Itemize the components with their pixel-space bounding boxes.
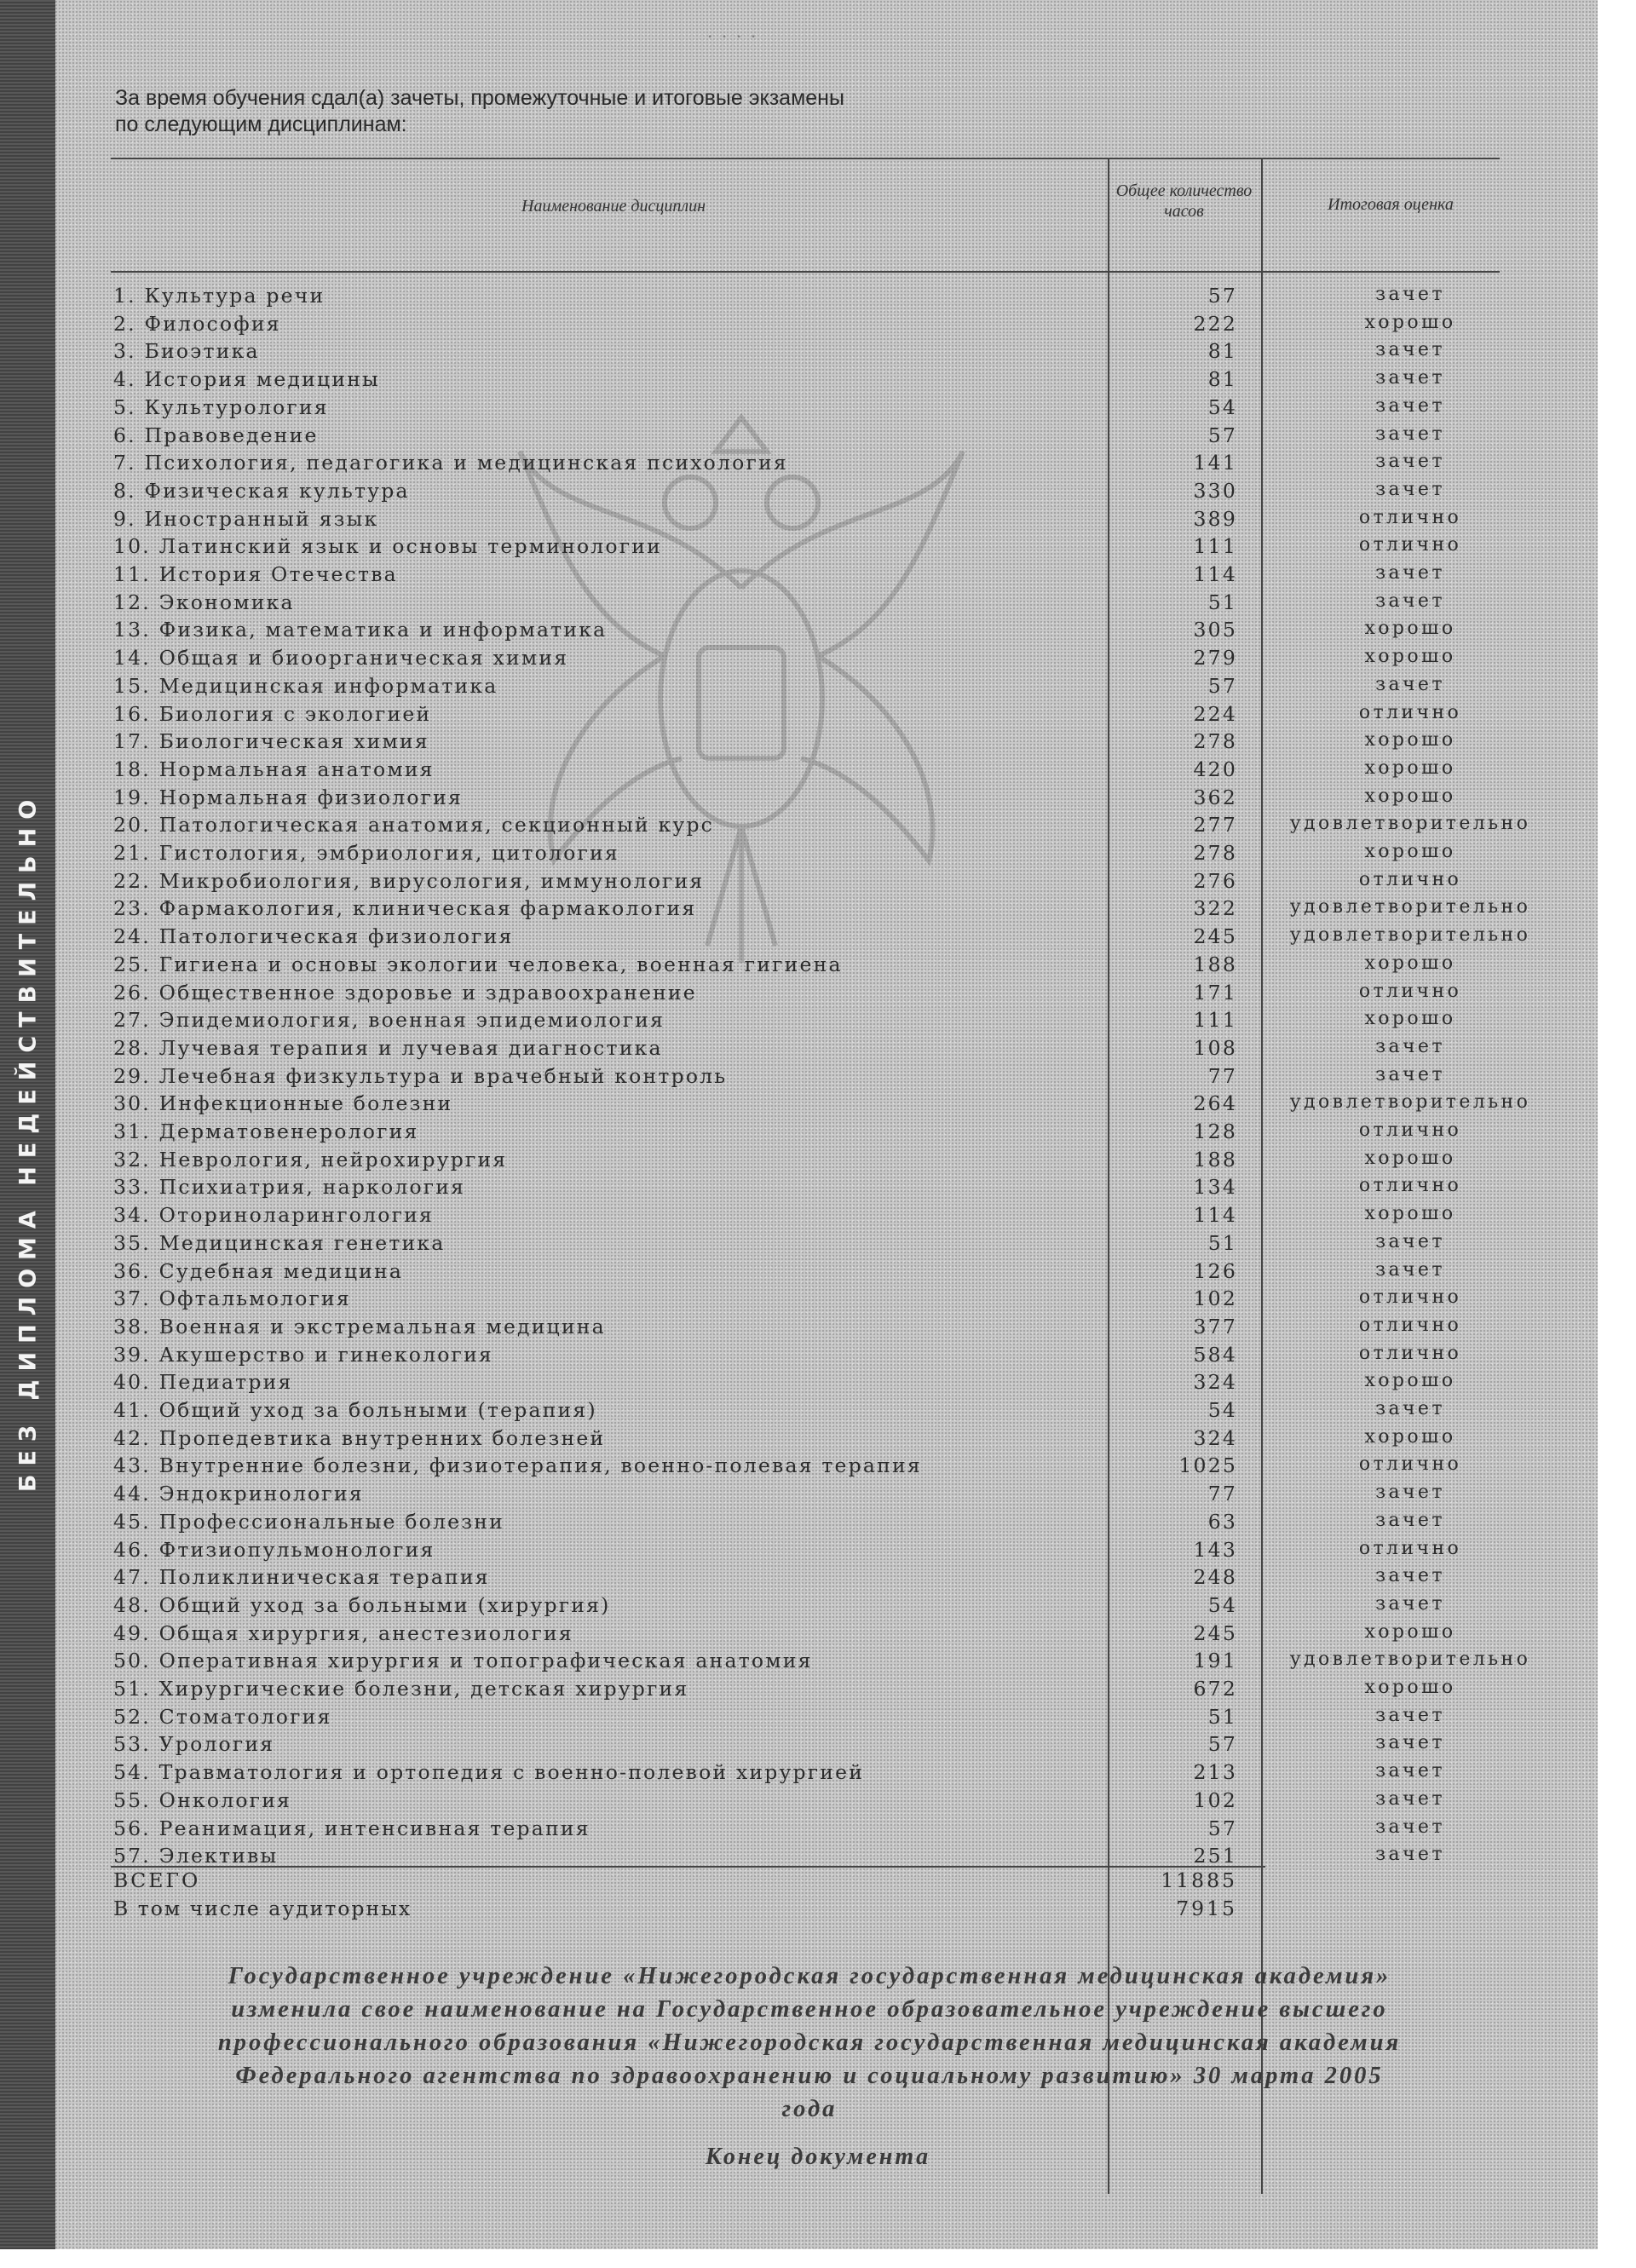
discipline-hours: 322 <box>1193 896 1237 921</box>
discipline-name: 41. Общий уход за больными (терапия) <box>113 1398 597 1422</box>
discipline-hours: 245 <box>1193 1620 1237 1645</box>
discipline-hours: 57 <box>1207 284 1237 308</box>
discipline-name: 38. Военная и экстремальная медицина <box>113 1314 606 1338</box>
header-bottom-rule <box>111 271 1500 273</box>
discipline-name: 2. Философия <box>113 311 281 336</box>
table-row <box>0 1175 1598 1203</box>
discipline-name: 28. Лучевая терапия и лучевая диагностика <box>113 1035 663 1060</box>
discipline-hours: 57 <box>1207 423 1237 447</box>
discipline-name: 10. Латинский язык и основы терминологии <box>113 534 663 559</box>
intro-line-2: по следующим дисциплинам: <box>115 112 407 136</box>
table-row <box>0 1343 1598 1371</box>
discipline-grade: зачет <box>1375 367 1445 389</box>
table-row <box>0 1510 1598 1538</box>
table-row <box>0 1064 1598 1092</box>
discipline-grade: зачет <box>1375 1035 1445 1057</box>
discipline-grade: хорошо <box>1364 757 1456 779</box>
discipline-grade: зачет <box>1375 1230 1445 1252</box>
auditory-label: В том числе аудиторных <box>113 1897 412 1920</box>
discipline-name: 19. Нормальная физиология <box>113 785 464 809</box>
discipline-hours: 126 <box>1193 1258 1237 1283</box>
discipline-name: 3. Биоэтика <box>113 339 260 364</box>
discipline-grade: зачет <box>1375 1760 1445 1782</box>
discipline-name: 45. Профессиональные болезни <box>113 1509 504 1534</box>
table-row <box>0 813 1598 841</box>
table-row <box>0 1677 1598 1705</box>
discipline-name: 39. Акушерство и гинекология <box>113 1342 493 1367</box>
table-row <box>0 1148 1598 1176</box>
discipline-name: 20. Патологическая анатомия, секционный курс <box>113 813 715 838</box>
discipline-name: 40. Педиатрия <box>113 1370 293 1395</box>
discipline-hours: 134 <box>1193 1175 1237 1200</box>
discipline-name: 33. Психиатрия, наркология <box>113 1175 466 1200</box>
discipline-grade: хорошо <box>1364 311 1456 333</box>
discipline-name: 32. Неврология, нейрохирургия <box>113 1147 508 1171</box>
discipline-name: 56. Реанимация, интенсивная терапия <box>113 1816 590 1840</box>
discipline-name: 34. Оториноларингология <box>113 1203 435 1228</box>
discipline-grade: хорошо <box>1364 1008 1456 1030</box>
scan-margin <box>0 2249 1636 2268</box>
discipline-grade: зачет <box>1375 1787 1445 1810</box>
discipline-hours: 213 <box>1193 1760 1237 1785</box>
table-row <box>0 367 1598 395</box>
table-row <box>0 1370 1598 1398</box>
auditory-row <box>0 1897 1598 1925</box>
discipline-name: 24. Патологическая физиология <box>113 924 514 949</box>
discipline-grade: хорошо <box>1364 646 1456 668</box>
discipline-grade: отлично <box>1358 868 1462 890</box>
table-row <box>0 1231 1598 1259</box>
discipline-hours: 248 <box>1193 1565 1237 1590</box>
table-row <box>0 1649 1598 1677</box>
discipline-hours: 114 <box>1193 562 1237 586</box>
discipline-name: 9. Иностранный язык <box>113 506 379 531</box>
discipline-grade: отлично <box>1358 701 1462 723</box>
discipline-hours: 143 <box>1193 1537 1237 1562</box>
table-row <box>0 702 1598 730</box>
table-row <box>0 312 1598 340</box>
discipline-hours: 54 <box>1207 1398 1237 1422</box>
table-row <box>0 479 1598 507</box>
table-row <box>0 1008 1598 1036</box>
discipline-grade: зачет <box>1375 451 1445 473</box>
discipline-grade: зачет <box>1375 673 1445 695</box>
table-row <box>0 646 1598 674</box>
table-row <box>0 1621 1598 1649</box>
discipline-name: 52. Стоматология <box>113 1704 332 1729</box>
discipline-hours: 279 <box>1193 646 1237 671</box>
discipline-name: 1. Культура речи <box>113 284 325 308</box>
discipline-hours: 54 <box>1207 394 1237 419</box>
table-row <box>0 423 1598 452</box>
side-label: БЕЗ ДИПЛОМА НЕДЕЙСТВИТЕЛЬНО <box>14 791 42 1493</box>
table-row <box>0 729 1598 757</box>
discipline-name: 12. Экономика <box>113 590 295 614</box>
discipline-grade: хорошо <box>1364 1370 1456 1392</box>
discipline-name: 29. Лечебная физкультура и врачебный контроль <box>113 1063 728 1088</box>
table-row <box>0 1287 1598 1315</box>
discipline-grade: хорошо <box>1364 1203 1456 1225</box>
discipline-grade: хорошо <box>1364 729 1456 751</box>
table-row <box>0 674 1598 702</box>
discipline-name: 26. Общественное здоровье и здравоохранение <box>113 980 697 1004</box>
discipline-name: 13. Физика, математика и информатика <box>113 618 608 642</box>
discipline-grade: зачет <box>1375 284 1445 305</box>
discipline-hours: 245 <box>1193 924 1237 949</box>
discipline-grade: зачет <box>1375 1509 1445 1531</box>
discipline-name: 57. Элективы <box>113 1844 279 1868</box>
discipline-hours: 276 <box>1193 868 1237 893</box>
header-discipline-name: Наименование дисциплин <box>521 197 706 216</box>
discipline-name: 54. Травматология и ортопедия с военно-полевой хирургией <box>113 1760 865 1785</box>
table-row <box>0 1259 1598 1287</box>
table-row <box>0 1760 1598 1788</box>
discipline-name: 51. Хирургические болезни, детская хирургия <box>113 1677 689 1701</box>
table-row <box>0 869 1598 897</box>
discipline-name: 35. Медицинская генетика <box>113 1230 446 1255</box>
discipline-name: 47. Поликлиническая терапия <box>113 1565 490 1590</box>
discipline-name: 15. Медицинская информатика <box>113 673 498 698</box>
discipline-hours: 51 <box>1207 1704 1237 1729</box>
discipline-name: 55. Онкология <box>113 1787 292 1812</box>
discipline-hours: 111 <box>1193 1008 1237 1033</box>
table-row <box>0 395 1598 423</box>
discipline-grade: зачет <box>1375 1592 1445 1615</box>
table-row <box>0 981 1598 1009</box>
discipline-grade: хорошо <box>1364 1620 1456 1643</box>
discipline-grade: зачет <box>1375 394 1445 417</box>
discipline-grade: отлично <box>1358 1287 1462 1309</box>
auditory-hours: 7915 <box>1176 1897 1237 1920</box>
discipline-hours: 141 <box>1193 451 1237 475</box>
discipline-name: 23. Фармакология, клиническая фармакология <box>113 896 697 921</box>
discipline-hours: 54 <box>1207 1592 1237 1617</box>
discipline-name: 30. Инфекционные болезни <box>113 1091 453 1116</box>
discipline-grade: отлично <box>1358 506 1462 528</box>
discipline-grade: зачет <box>1375 1482 1445 1504</box>
table-row <box>0 1732 1598 1760</box>
discipline-grade: отлично <box>1358 1175 1462 1197</box>
table-row <box>0 590 1598 619</box>
discipline-name: 21. Гистология, эмбриология, цитология <box>113 841 619 865</box>
discipline-name: 8. Физическая культура <box>113 478 410 503</box>
discipline-hours: 389 <box>1193 506 1237 531</box>
discipline-grade: отлично <box>1358 980 1462 1002</box>
table-row <box>0 507 1598 535</box>
discipline-hours: 111 <box>1193 534 1237 559</box>
discipline-hours: 81 <box>1207 339 1237 364</box>
table-row <box>0 618 1598 646</box>
discipline-grade: хорошо <box>1364 785 1456 807</box>
discipline-name: 6. Правоведение <box>113 423 319 447</box>
discipline-grade: зачет <box>1375 339 1445 361</box>
discipline-hours: 51 <box>1207 590 1237 614</box>
table-row <box>0 1398 1598 1426</box>
discipline-hours: 128 <box>1193 1120 1237 1143</box>
discipline-name: 27. Эпидемиология, военная эпидемиология <box>113 1008 665 1033</box>
discipline-grade: хорошо <box>1364 1147 1456 1169</box>
discipline-name: 48. Общий уход за больными (хирургия) <box>113 1592 611 1617</box>
discipline-hours: 188 <box>1193 1147 1237 1171</box>
discipline-name: 4. История медицины <box>113 367 380 392</box>
table-row <box>0 1203 1598 1231</box>
discipline-grade: зачет <box>1375 1565 1445 1587</box>
discipline-hours: 188 <box>1193 952 1237 976</box>
table-row <box>0 1538 1598 1566</box>
discipline-grade: хорошо <box>1364 1677 1456 1698</box>
table-row <box>0 451 1598 479</box>
table-row <box>0 1036 1598 1064</box>
total-hours: 11885 <box>1161 1868 1237 1892</box>
table-row <box>0 924 1598 953</box>
discipline-name: 49. Общая хирургия, анестезиология <box>113 1620 573 1645</box>
discipline-grade: зачет <box>1375 423 1445 445</box>
discipline-grade: зачет <box>1375 590 1445 612</box>
table-row <box>0 1315 1598 1343</box>
discipline-grade: отлично <box>1358 1120 1462 1141</box>
discipline-hours: 57 <box>1207 1816 1237 1840</box>
discipline-hours: 264 <box>1193 1091 1237 1116</box>
discipline-hours: 222 <box>1193 311 1237 336</box>
header-total-hours: Общее количество часов <box>1115 181 1253 221</box>
discipline-name: 16. Биология с экологией <box>113 701 432 726</box>
renaming-note: Государственное учреждение «Нижегородская государственная медицинская академия» изменила свое наименование на Государственное образовательное учреждение высшего профессионального образования «Нижегородская государственная медицинская академия Федерального агентства по здравоохранению и социальному развитию» 30 марта 2005 года <box>217 1963 1402 2122</box>
discipline-hours: 102 <box>1193 1287 1237 1311</box>
discipline-hours: 330 <box>1193 478 1237 503</box>
discipline-hours: 672 <box>1193 1677 1237 1701</box>
intro-line-1: За время обучения сдал(а) зачеты, промежуточные и итоговые экзамены <box>115 86 844 110</box>
discipline-hours: 251 <box>1193 1844 1237 1868</box>
discipline-hours: 278 <box>1193 841 1237 865</box>
discipline-grade: отлично <box>1358 534 1462 556</box>
discipline-name: 11. История Отечества <box>113 562 398 586</box>
discipline-hours: 278 <box>1193 729 1237 754</box>
discipline-name: 46. Фтизиопульмонология <box>113 1537 435 1562</box>
discipline-hours: 420 <box>1193 757 1237 781</box>
discipline-hours: 114 <box>1193 1203 1237 1228</box>
discipline-grade: зачет <box>1375 1704 1445 1726</box>
table-top-rule <box>111 158 1500 159</box>
discipline-name: 36. Судебная медицина <box>113 1258 404 1283</box>
discipline-name: 53. Урология <box>113 1732 275 1757</box>
discipline-name: 43. Внутренние болезни, физиотерапия, военно-полевая терапия <box>113 1453 922 1478</box>
table-row <box>0 1453 1598 1482</box>
discipline-hours: 171 <box>1193 980 1237 1004</box>
table-row <box>0 1120 1598 1148</box>
discipline-name: 18. Нормальная анатомия <box>113 757 435 781</box>
discipline-hours: 305 <box>1193 618 1237 642</box>
discipline-hours: 81 <box>1207 367 1237 392</box>
intro-text <box>115 85 1052 138</box>
table-row <box>0 1788 1598 1816</box>
table-row <box>0 284 1598 312</box>
table-row <box>0 339 1598 367</box>
discipline-hours: 57 <box>1207 1732 1237 1757</box>
discipline-name: 14. Общая и биоорганическая химия <box>113 646 569 671</box>
end-of-document: Конец документа <box>705 2144 931 2170</box>
discipline-hours: 584 <box>1193 1342 1237 1367</box>
discipline-grade: зачет <box>1375 1732 1445 1754</box>
table-row <box>0 562 1598 590</box>
discipline-grade: зачет <box>1375 1398 1445 1419</box>
discipline-name: 42. Пропедевтика внутренних болезней <box>113 1425 606 1450</box>
discipline-hours: 324 <box>1193 1425 1237 1450</box>
discipline-name: 25. Гигиена и основы экологии человека, военная гигиена <box>113 952 843 976</box>
discipline-hours: 277 <box>1193 813 1237 838</box>
table-row <box>0 896 1598 924</box>
table-row <box>0 1593 1598 1621</box>
discipline-grade: удовлетворительно <box>1289 896 1531 918</box>
discipline-grade: зачет <box>1375 1063 1445 1085</box>
discipline-grade: хорошо <box>1364 618 1456 640</box>
discipline-hours: 191 <box>1193 1649 1237 1673</box>
table-row <box>0 1565 1598 1593</box>
discipline-grade: зачет <box>1375 1258 1445 1281</box>
table-row <box>0 953 1598 981</box>
table-row <box>0 841 1598 869</box>
discipline-grade: удовлетворительно <box>1289 1649 1531 1671</box>
table-row <box>0 1426 1598 1454</box>
discipline-grade: хорошо <box>1364 952 1456 974</box>
table-row <box>0 534 1598 562</box>
discipline-hours: 362 <box>1193 785 1237 809</box>
discipline-name: 50. Оперативная хирургия и топографическая анатомия <box>113 1649 813 1673</box>
discipline-hours: 377 <box>1193 1314 1237 1338</box>
discipline-grade: зачет <box>1375 1816 1445 1838</box>
table-row <box>0 1816 1598 1845</box>
discipline-name: 5. Культурология <box>113 394 329 419</box>
total-label: ВСЕГО <box>113 1868 201 1892</box>
discipline-hours: 77 <box>1207 1482 1237 1506</box>
discipline-hours: 63 <box>1207 1509 1237 1534</box>
discipline-hours: 102 <box>1193 1787 1237 1812</box>
table-row <box>0 1705 1598 1733</box>
discipline-grade: отлично <box>1358 1314 1462 1336</box>
table-row <box>0 1091 1598 1120</box>
discipline-hours: 51 <box>1207 1230 1237 1255</box>
discipline-name: 17. Биологическая химия <box>113 729 429 754</box>
discipline-name: 31. Дерматовенерология <box>113 1120 419 1143</box>
discipline-grade: зачет <box>1375 478 1445 500</box>
discipline-grade: хорошо <box>1364 841 1456 862</box>
total-row <box>0 1868 1598 1897</box>
discipline-grade: удовлетворительно <box>1289 1091 1531 1114</box>
discipline-grade: зачет <box>1375 562 1445 584</box>
table-row <box>0 1482 1598 1510</box>
discipline-hours: 224 <box>1193 701 1237 726</box>
discipline-hours: 57 <box>1207 673 1237 698</box>
discipline-grade: хорошо <box>1364 1425 1456 1448</box>
discipline-grade: удовлетворительно <box>1289 813 1531 835</box>
discipline-hours: 324 <box>1193 1370 1237 1395</box>
discipline-name: 7. Психология, педагогика и медицинская психология <box>113 451 788 475</box>
discipline-grade: отлично <box>1358 1453 1462 1476</box>
top-mark: · · · · <box>707 26 758 47</box>
table-row <box>0 757 1598 786</box>
discipline-grade: зачет <box>1375 1844 1445 1866</box>
discipline-grade: отлично <box>1358 1537 1462 1559</box>
discipline-hours: 108 <box>1193 1035 1237 1060</box>
discipline-name: 44. Эндокринология <box>113 1482 364 1506</box>
discipline-grade: отлично <box>1358 1342 1462 1364</box>
discipline-name: 37. Офтальмология <box>113 1287 351 1311</box>
discipline-grade: удовлетворительно <box>1289 924 1531 947</box>
discipline-hours: 77 <box>1207 1063 1237 1088</box>
discipline-name: 22. Микробиология, вирусология, иммунология <box>113 868 705 893</box>
header-final-grade: Итоговая оценка <box>1328 195 1454 214</box>
discipline-hours: 1025 <box>1178 1453 1237 1478</box>
table-row <box>0 786 1598 814</box>
